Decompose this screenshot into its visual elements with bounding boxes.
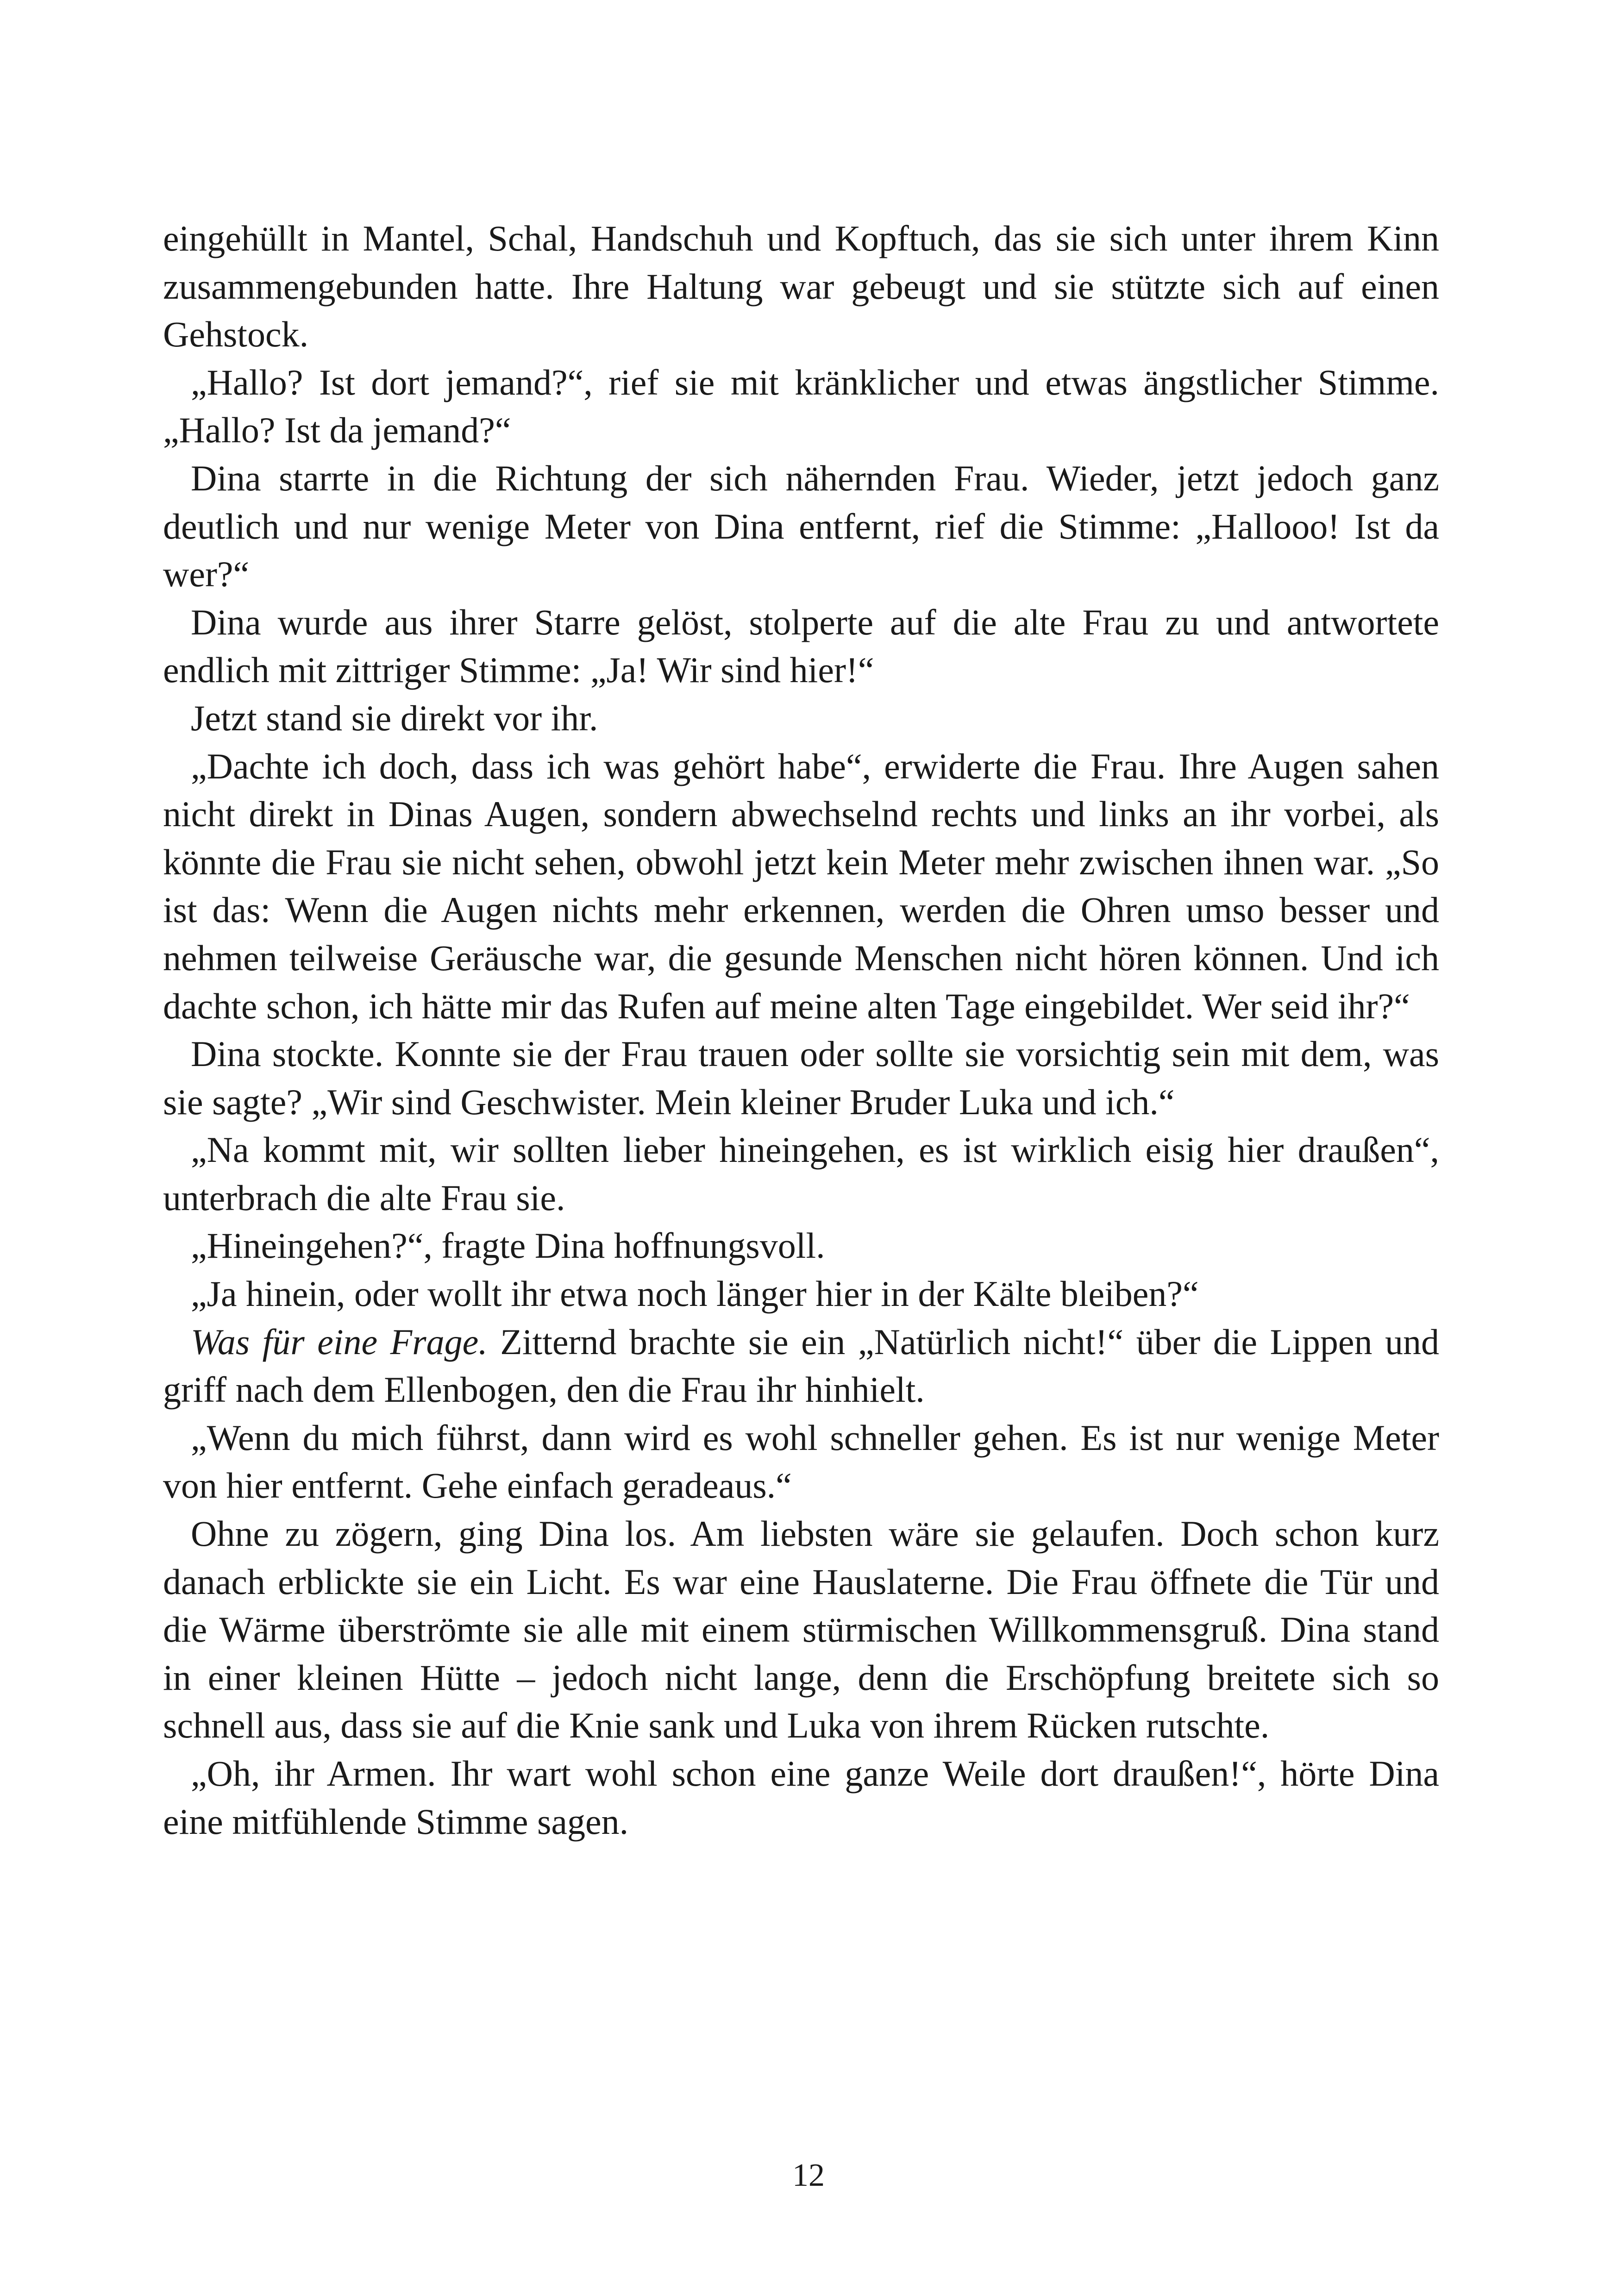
paragraph: eingehüllt in Mantel, Schal, Handschuh und Kopftuch, das sie sich unter ihrem Kinn zusammengebunden hatte. Ihre Haltung war gebeugt und sie stützte sich auf einen Gehstock. — [163, 218, 1439, 355]
paragraph-with-italic — [163, 1318, 1439, 1414]
paragraph: Ohne zu zögern, ging Dina los. Am liebsten wäre sie gelaufen. Doch schon kurz danach erblickte sie ein Licht. Es war eine Hauslaterne. Die Frau öffnete die Tür und die Wärme überströmte sie alle mit einem stürmischen Willkommensgruß. Dina stand in einer kleinen Hütte – jedoch nicht lange, denn die Erschöpfung breitete sich so schnell aus, dass sie auf die Knie sank und Luka von ihrem Rücken rutschte. — [163, 1513, 1439, 1746]
paragraph: „Oh, ihr Armen. Ihr wart wohl schon eine ganze Weile dort draußen!“, hörte Dina eine mitfühlende Stimme sagen. — [163, 1753, 1439, 1842]
paragraph: Dina wurde aus ihrer Starre gelöst, stolperte auf die alte Frau zu und antwortete endlich mit zittriger Stimme: „Ja! Wir sind hier!“ — [163, 602, 1439, 690]
paragraph: „Hineingehen?“, fragte Dina hoffnungsvoll. — [191, 1225, 825, 1266]
body-text — [163, 214, 1439, 1845]
paragraph-rest: Zitternd brachte sie ein „Natürlich nicht!“ über die Lippen und griff nach dem Ellenbogen, den die Frau ihr hinhielt. — [163, 1321, 1439, 1410]
paragraph: Jetzt stand sie direkt vor ihr. — [191, 697, 598, 738]
paragraph: „Wenn du mich führst, dann wird es wohl schneller gehen. Es ist nur wenige Meter von hier entfernt. Gehe einfach geradeaus.“ — [163, 1417, 1439, 1506]
page-number: 12 — [792, 2158, 825, 2193]
paragraph: Dina starrte in die Richtung der sich nähernden Frau. Wieder, jetzt jedoch ganz deutlich und nur wenige Meter von Dina entfernt, rief die Stimme: „Hallooo! Ist da wer?“ — [163, 458, 1439, 595]
paragraph: „Ja hinein, oder wollt ihr etwa noch länger hier in der Kälte bleiben?“ — [191, 1273, 1199, 1314]
paragraph: „Na kommt mit, wir sollten lieber hineingehen, es ist wirklich eisig hier draußen“, unterbrach die alte Frau sie. — [163, 1129, 1439, 1218]
paragraph: „Hallo? Ist dort jemand?“, rief sie mit kränklicher und etwas ängstlicher Stimme. „Hallo? Ist da jemand?“ — [163, 362, 1439, 451]
paragraph: „Dachte ich doch, dass ich was gehört habe“, erwiderte die Frau. Ihre Augen sahen nicht direkt in Dinas Augen, sondern abwechselnd rechts und links an ihr vorbei, als könnte die Frau sie nicht sehen, obwohl jetzt kein Meter mehr zwischen ihnen war. „So ist das: Wenn die Augen nichts mehr erkennen, werden die Ohren umso besser und nehmen teilweise Geräusche war, die gesunde Menschen nicht hören können. Und ich dachte schon, ich hätte mir das Rufen auf meine alten Tage eingebildet. Wer seid ihr?“ — [163, 746, 1439, 1026]
paragraph: Dina stockte. Konnte sie der Frau trauen oder sollte sie vorsichtig sein mit dem, was sie sagte? „Wir sind Geschwister. Mein kleiner Bruder Luka und ich.“ — [163, 1034, 1439, 1122]
italic-phrase: Was für eine Frage. — [191, 1321, 488, 1362]
